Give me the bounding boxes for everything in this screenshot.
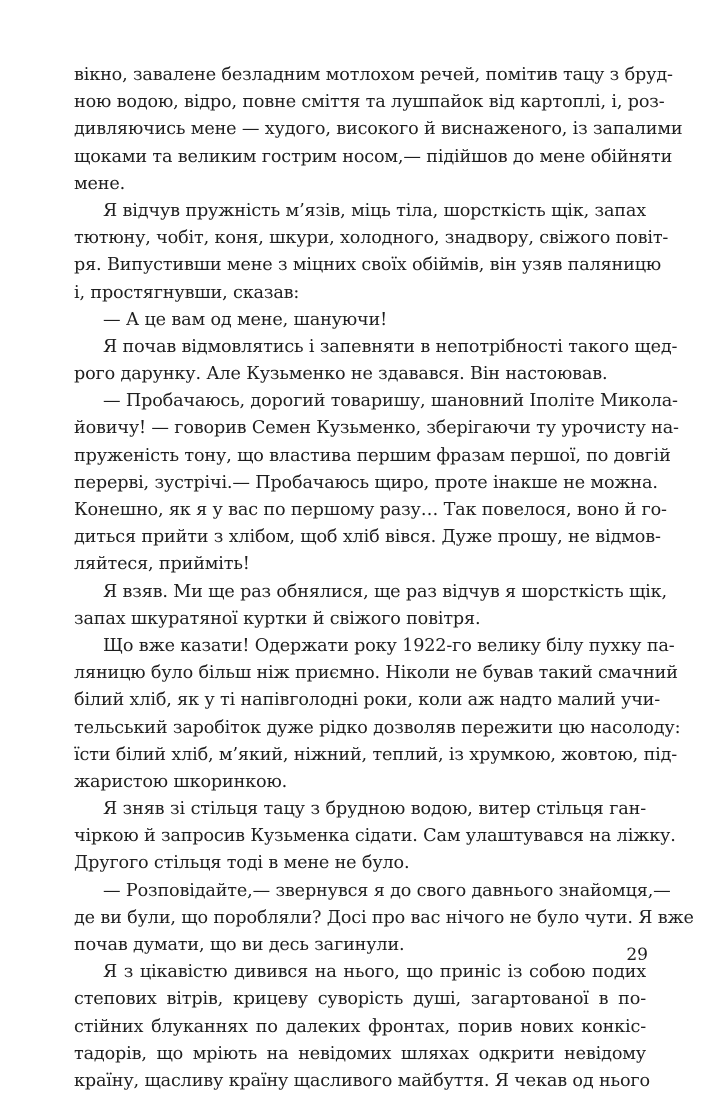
text-line: почав думати, що ви десь загинули. [74,935,405,955]
text-line: чіркою й запросив Кузьменка сідати. Сам улаштувався на ліжку. [74,826,676,847]
text-line: мене. [74,173,126,194]
text-line: Я з цікавістю дивився на нього, що приніс із собою подих [103,962,646,983]
text-line: Я зняв зі стільця тацу з брудною водою, витер стільця ган- [103,799,646,820]
text-line: Я взяв. Ми ще раз обнялися, ще раз відчув я шорсткість щік, [103,581,667,602]
text-line: ляницю було більш ніж приємно. Ніколи не бував такий смачний [74,663,678,684]
text-line: перерві, зустрічі.— Пробачаюсь щиро, проте інакше не можна. [74,472,658,493]
text-line: Конешно, як я у вас по першому разу… Так повелося, воно й го- [74,500,667,520]
text-line: країну, щасливу країну щасливого майбуття. Я чекав од нього [74,1070,650,1091]
text-line: степових вітрів, крицеву суворість душі, загартованої в по- [74,989,646,1010]
body-text [74,62,694,1095]
text-line: запах шкуратяної куртки й свіжого повітря. [74,608,481,629]
text-line: де ви були, що поробляли? Досі про вас нічого не було чути. Я вже [74,907,694,928]
text-line: щоками та великим гострим носом,— підійшов до мене обійняти [74,146,673,167]
page-number: 29 [626,945,648,965]
text-line: рого дарунку. Але Кузьменко не здавався. Він настоював. [74,364,608,385]
text-line: Я почав відмовлятись і запевняти в непотрібності такого щед- [103,336,678,357]
text-line: ря. Випустивши мене з міцних своїх обіймів, він узяв паляницю [74,255,662,276]
text-line: і, простягнувши, сказав: [74,282,300,303]
text-line: — Пробачаюсь, дорогий товаришу, шановний Іполіте Микола- [103,391,678,412]
text-line: — А це вам од мене, шануючи! [103,309,388,330]
text-line: стійних блуканнях по далеких фронтах, порив нових конкіс- [74,1016,646,1037]
text-line: дивляючись мене — худого, високого й виснаженого, із запалими [74,119,683,140]
text-line: жаристою шкоринкою. [74,771,288,792]
text-line: тадорів, що мріють на невідомих шляхах одкрити невідому [74,1043,646,1064]
text-line: Я відчув пружність м’язів, міць тіла, шорсткість щік, запах [103,200,646,221]
text-line: їсти білий хліб, м’який, ніжний, теплий, із хрумкою, жовтою, під- [74,744,678,765]
text-line: Що вже казати! Одержати року 1922-го велику білу пухку па- [103,635,675,656]
text-line: йовичу! — говорив Семен Кузьменко, зберігаючи ту урочисту на- [74,418,679,439]
text-line: тельський заробіток дуже рідко дозволяв пережити цю насолоду: [74,717,681,738]
text-line: — Розповідайте,— звернувся я до свого давнього знайомця,— [103,880,671,901]
text-line: пруженість тону, що властива першим фразам першої, по довгій [74,445,671,466]
text-line: ляйтеся, прийміть! [74,554,250,575]
text-line: Другого стільця тоді в мене не було. [74,853,410,874]
text-line: диться прийти з хлібом, щоб хліб вівся. Дуже прошу, не відмов- [74,527,661,548]
text-line: білий хліб, як у ті напівголодні роки, коли аж надто малий учи- [74,690,661,711]
text-line: вікно, завалене безладним мотлохом речей, помітив тацу з бруд- [74,65,673,85]
text-line: тютюну, чобіт, коня, шкури, холодного, знадвору, свіжого повіт- [74,228,669,249]
text-line: ною водою, відро, повне сміття та лушпайок від картоплі, і, роз- [74,92,665,113]
